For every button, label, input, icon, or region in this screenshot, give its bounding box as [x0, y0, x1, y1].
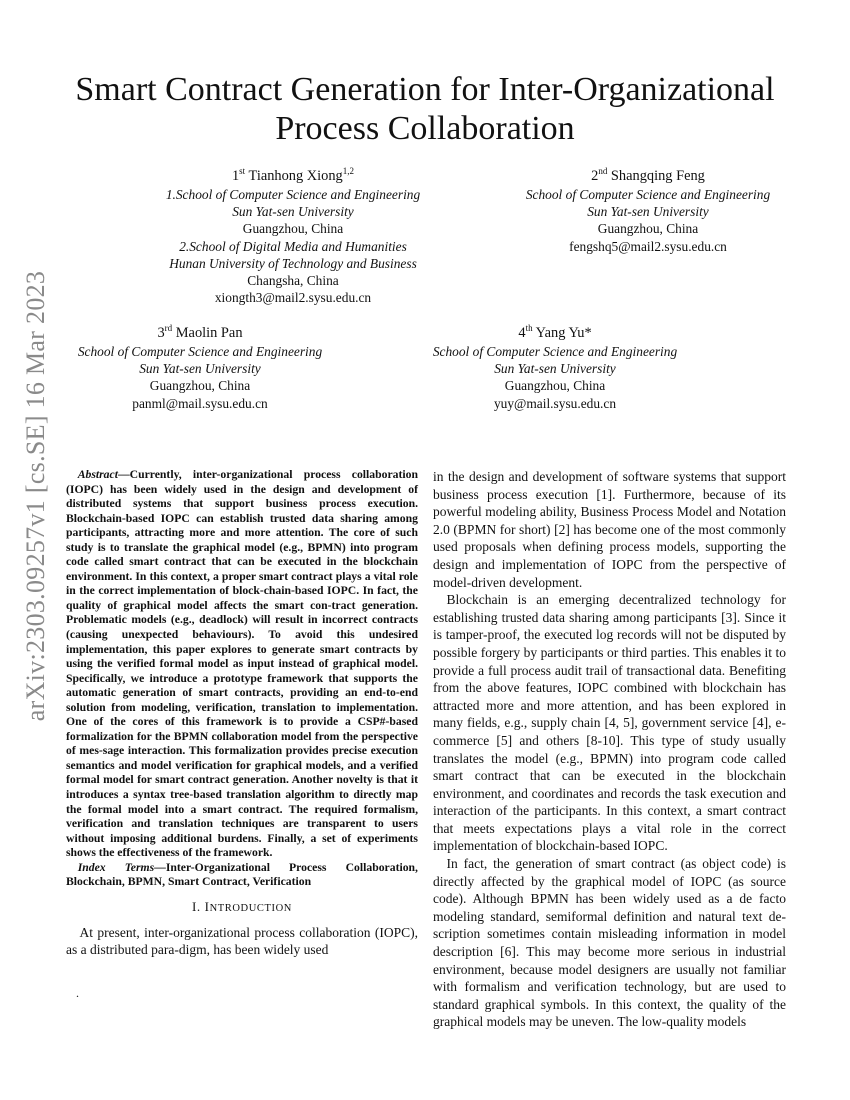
author-affiliation: 2.School of Digital Media and Humanities [179, 238, 407, 254]
paper-title [60, 70, 790, 148]
author-email: yuy@mail.sysu.edu.cn [493, 395, 617, 411]
author-block-3 [42, 324, 358, 412]
index-terms [66, 861, 418, 890]
stray-dot: . [76, 986, 79, 1000]
author-location: Guangzhou, China [149, 378, 251, 394]
author-affiliation: Sun Yat-sen University [232, 204, 354, 220]
left-column [66, 468, 418, 959]
abstract [66, 468, 418, 861]
author-location: Guangzhou, China [597, 221, 699, 237]
author-affiliation: School of Computer Science and Engineering [432, 344, 678, 359]
author-affiliation: Hunan University of Technology and Business [169, 255, 417, 271]
author-affiliation: School of Computer Science and Engineering [77, 344, 323, 359]
right-column [433, 468, 786, 1031]
section-heading: I. INTRODUCTION [192, 898, 292, 914]
author-email: fengshq5@mail2.sysu.edu.cn [569, 238, 727, 254]
author-location: Changsha, China [247, 273, 339, 289]
title-line-1: Smart Contract Generation for Inter-Organizational [75, 71, 775, 108]
author-location: Guangzhou, China [504, 378, 606, 394]
author-block-4 [397, 324, 713, 412]
author-name: 4th Yang Yu* [518, 323, 592, 341]
index-terms-text: —Inter-Organizational Process Collaboration, Blockchain, BPMN, Smart Contract, Verification [66, 860, 418, 889]
body-paragraph: In fact, the generation of smart contract (as object code) is directly affected by the graphical model of IOPC (as source code). Although BPMN has been widely used as a de facto modeling standard, semiformal definition and natural text de-scription sometimes contain misleading information in model description [6]. This may become more serious in industrial environment, because model designers are usually not familiar with formalism and verification technology, but are used to standard graphical symbols. In this context, the quality of the graphical models may be uneven. The low-quality models [433, 856, 786, 1030]
author-location: Guangzhou, China [242, 221, 344, 237]
author-name: 2nd Shangqing Feng [591, 166, 705, 184]
abstract-label: Abstract [77, 468, 118, 481]
author-name: 1st Tianhong Xiong$^{1,2}$ [231, 166, 355, 184]
title-line-2: Process Collaboration [275, 110, 575, 147]
author-email: xiongth3@mail2.sysu.edu.cn [214, 290, 372, 306]
author-name: 3rd Maolin Pan [157, 323, 243, 341]
author-email: panml@mail.sysu.edu.cn [132, 395, 268, 411]
author-affiliation: Sun Yat-sen University [139, 361, 261, 377]
index-terms-label: Index Terms [77, 860, 155, 874]
author-block-1 [135, 167, 451, 306]
author-affiliation: Sun Yat-sen University [494, 361, 616, 377]
abstract-text: —Currently, inter-organizational process collaboration (IOPC) has been widely used in the design and development of distributed systems that support business process execution. Blockchain-based IOPC can establish trusted data sharing among participants, attracting more and more attention. The core of such study is to translate the graphical model (e.g., BPMN) into program code called smart contract that can be executed in the blockchain environment. In this context, a proper smart contract plays a vital role in the correct implementation of block-chain-based IOPC. In fact, the quality of graphical model affects the smart con-tract generation. Problematic models (e.g., deadlock) will result in incorrect contracts (causing unexpected behaviours). To avoid this undesired implementation, this paper explores to generate smart contracts by using the verified formal model as input instead of graphical model. Specifically, we introduce a prototype framework that supports the automatic generation of smart contracts, providing an end-to-end solution from modeling, verification, translation to implementation. One of the cores of this framework is to provide a CSP#-based formalization for the BPMN collaboration model from the perspective of mes-sage interaction. This formalization provides precise execution semantics and model verification for graphical models, and a verified formal model for smart contract generation. Another novelty is that it introduces a syntax tree-based translation algorithm to directly map the formal model into a smart contract. The required formalism, verification and translation techniques are transparent to users without imposing additional burdens. Finally, a set of experiments shows the effectiveness of the framework. [66, 468, 418, 860]
intro-paragraph: At present, inter-organizational process collaboration (IOPC), as a distributed para-digm, has been widely used [66, 924, 418, 958]
body-paragraph: in the design and development of software systems that support business process execution [1]. Furthermore, because of its powerful modeling ability, Business Process Model and Notation 2.0 (BPMN for short) [2] has become one of the most commonly used proposals when defining process models, supporting the design and implementation of IOPC from the perspective of model-driven development. [433, 469, 786, 590]
body-paragraph: Blockchain is an emerging decentralized technology for establishing trusted data sharing among participants [3]. Since it is tamper-proof, the executed log records will not be disputed by possible forgery by participants or third parties. This enables it to provide a full process audit trail of transactional data. Benefiting from the above features, IOPC combined with blockchain has attracted more and more attention, and has been explored in many fields, e.g., supply chain [4, 5], government service [4], e-commerce [5] and others [8-10]. This type of study usually translates the model (e.g., BPMN) into program code called smart contract that can be executed in the blockchain environment, and coordinates and records the task execution and interaction of the participants. In this context, a smart contract that meets expectations plays a vital role in the correct implementation of blockchain-based IOPC. [433, 592, 786, 854]
author-affiliation: Sun Yat-sen University [587, 204, 709, 220]
author-affiliation: 1.School of Computer Science and Engineering [165, 187, 421, 202]
author-block-2 [490, 167, 806, 255]
author-affiliation: School of Computer Science and Engineering [525, 187, 771, 202]
arxiv-identifier-text: arXiv:2303.09257v1 [cs.SE] 16 Mar 2023 [21, 270, 50, 722]
